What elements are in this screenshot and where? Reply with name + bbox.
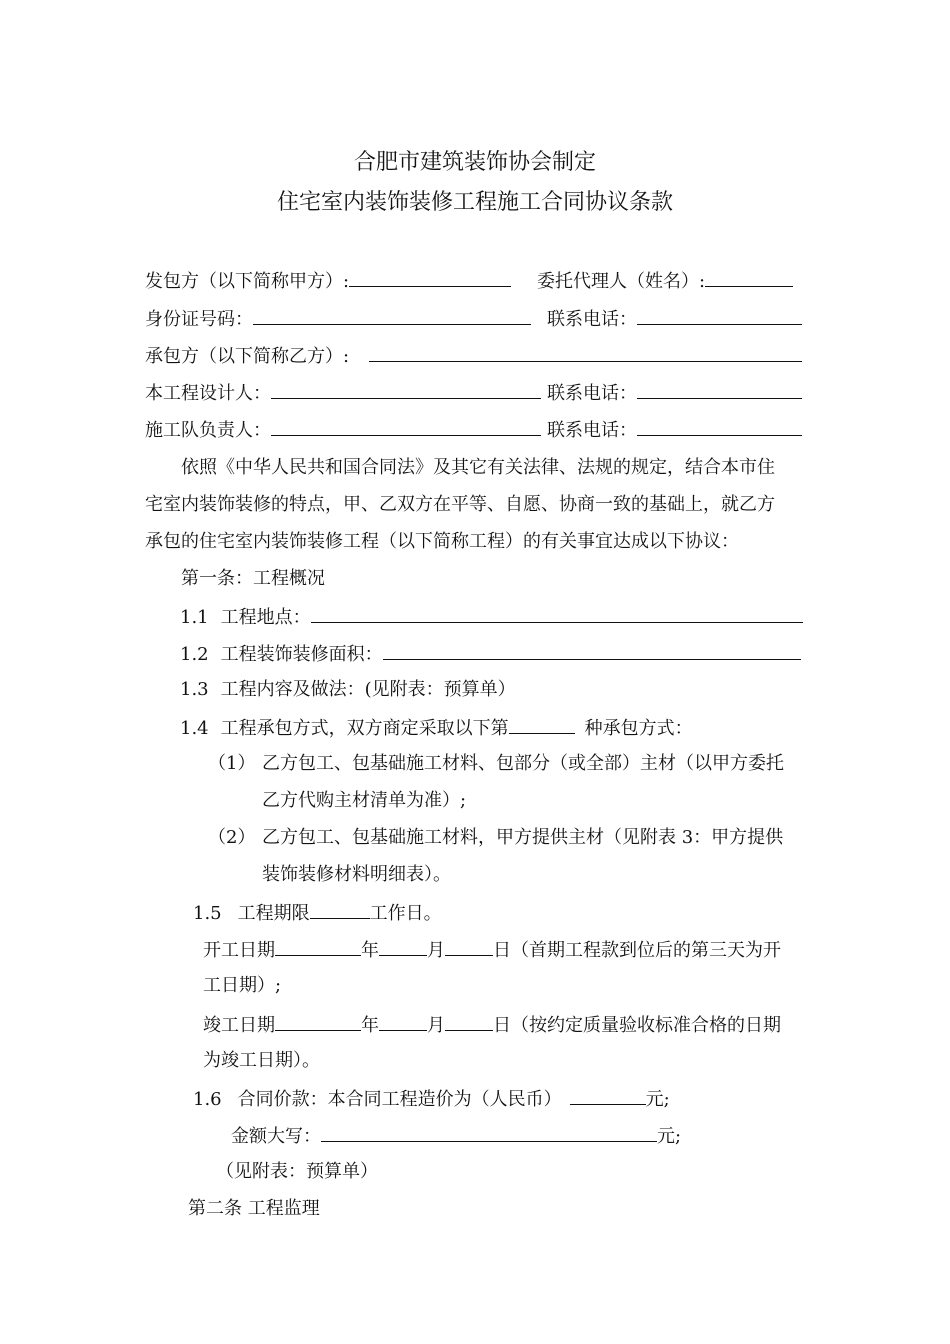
designer-field[interactable]: [271, 380, 541, 399]
start-note: （首期工程款到位后的第三天为开: [511, 940, 781, 961]
start-date-label: 开工日期: [203, 940, 275, 961]
location-field[interactable]: [311, 604, 803, 623]
year-label: 年: [361, 1015, 379, 1036]
phone-row-1: [547, 306, 802, 332]
party-b-row: [145, 343, 802, 369]
mode-field[interactable]: [509, 715, 575, 734]
item-number: 1.6: [193, 1089, 222, 1110]
capital-row: [231, 1123, 681, 1149]
party-b-field[interactable]: [369, 343, 802, 362]
day-label: 日: [493, 1015, 511, 1036]
intro-line-2: 宅室内装饰装修的特点，甲、乙双方在平等、自愿、协商一致的基础上，就乙方: [145, 494, 775, 515]
party-a-label: 发包方（以下简称甲方）:: [145, 271, 350, 292]
article-2-heading: 第二条 工程监理: [188, 1198, 320, 1219]
end-month-field[interactable]: [379, 1012, 427, 1031]
intro-line-1: 依照《中华人民共和国合同法》及其它有关法律、法规的规定，结合本市住: [181, 457, 775, 478]
price-field[interactable]: [570, 1086, 646, 1105]
item-number: 1.5: [193, 903, 222, 924]
designer-label: 本工程设计人：: [145, 383, 271, 404]
yuan-label: 元;: [657, 1126, 682, 1147]
capital-label: 金额大写：: [231, 1126, 321, 1147]
item-1-4: [180, 715, 693, 741]
area-label: 工程装饰装修面积：: [220, 644, 383, 665]
mode-text-b: 种承包方式：: [584, 718, 693, 739]
id-field[interactable]: [253, 306, 531, 325]
phone-label: 联系电话：: [547, 309, 637, 330]
team-lead-field[interactable]: [271, 417, 541, 436]
start-month-field[interactable]: [379, 937, 427, 956]
item-number: 1.1: [180, 607, 209, 628]
party-a-field[interactable]: [349, 268, 511, 287]
designer-row: [145, 380, 541, 406]
option-1-line-1: 乙方包工、包基础施工材料、包部分（或全部）主材（以甲方委托: [262, 753, 784, 774]
start-year-field[interactable]: [275, 937, 361, 956]
start-date-row: [203, 937, 781, 963]
intro-line-3: 承包的住宅室内装饰装修工程（以下简称工程）的有关事宜达成以下协议：: [145, 531, 739, 552]
option-2-line-2: 装饰装修材料明细表）。: [262, 864, 451, 885]
option-2-line-1: 乙方包工、包基础施工材料，甲方提供主材（见附表 3：甲方提供: [262, 827, 784, 848]
yuan-label: 元;: [645, 1089, 670, 1110]
option-2-number: （2）: [208, 827, 256, 848]
org-heading: 合肥市建筑装饰协会制定: [353, 150, 596, 175]
party-b-label: 承包方（以下简称乙方）:: [145, 346, 350, 367]
month-label: 月: [427, 1015, 445, 1036]
item-1-5: [193, 900, 442, 926]
team-lead-row: [145, 417, 541, 443]
end-day-field[interactable]: [445, 1012, 493, 1031]
item-number: 1.4: [180, 718, 209, 739]
location-label: 工程地点：: [220, 607, 311, 628]
option-1-line-2: 乙方代购主材清单为准）;: [262, 790, 467, 811]
agent-row: [537, 268, 793, 294]
item-1-6: [193, 1086, 670, 1112]
phone-row-3: [547, 417, 802, 443]
item-number: 1.2: [180, 644, 209, 665]
attachment-note: （见附表：预算单）: [216, 1161, 378, 1182]
contract-title: 住宅室内装饰装修工程施工合同协议条款: [276, 190, 673, 215]
period-unit: 工作日。: [369, 903, 442, 924]
article-1-heading: 第一条：工程概况: [181, 568, 325, 589]
end-year-field[interactable]: [275, 1012, 361, 1031]
item-1-3: [180, 678, 516, 702]
option-1-number: （1）: [208, 753, 256, 774]
start-note-cont: 工日期）;: [203, 975, 282, 996]
period-field[interactable]: [310, 900, 370, 919]
end-note-cont: 为竣工日期）。: [203, 1050, 320, 1071]
team-phone-label: 联系电话：: [547, 420, 637, 441]
party-a-row: [145, 268, 511, 294]
content-text: 工程内容及做法：(见附表：预算单）: [220, 679, 516, 700]
day-label: 日: [493, 940, 511, 961]
item-number: 1.3: [180, 679, 209, 700]
month-label: 月: [427, 940, 445, 961]
phone-row-2: [547, 380, 802, 406]
price-label: 合同价款：本合同工程造价为（人民币）: [237, 1089, 562, 1110]
team-phone-field[interactable]: [637, 417, 802, 436]
id-row: [145, 306, 531, 332]
item-1-2: [180, 641, 801, 667]
item-1-1: [180, 604, 803, 630]
period-label: 工程期限: [237, 903, 310, 924]
designer-phone-label: 联系电话：: [547, 383, 637, 404]
year-label: 年: [361, 940, 379, 961]
capital-field[interactable]: [321, 1123, 657, 1142]
id-label: 身份证号码：: [145, 309, 253, 330]
agent-field[interactable]: [705, 268, 793, 287]
phone-field[interactable]: [637, 306, 802, 325]
start-day-field[interactable]: [445, 937, 493, 956]
end-date-label: 竣工日期: [203, 1015, 275, 1036]
agent-label: 委托代理人（姓名）:: [537, 271, 706, 292]
area-field[interactable]: [383, 641, 801, 660]
designer-phone-field[interactable]: [637, 380, 802, 399]
mode-text-a: 工程承包方式，双方商定采取以下第: [220, 718, 509, 739]
team-lead-label: 施工队负责人：: [145, 420, 271, 441]
end-note: （按约定质量验收标准合格的日期: [511, 1015, 781, 1036]
end-date-row: [203, 1012, 781, 1038]
